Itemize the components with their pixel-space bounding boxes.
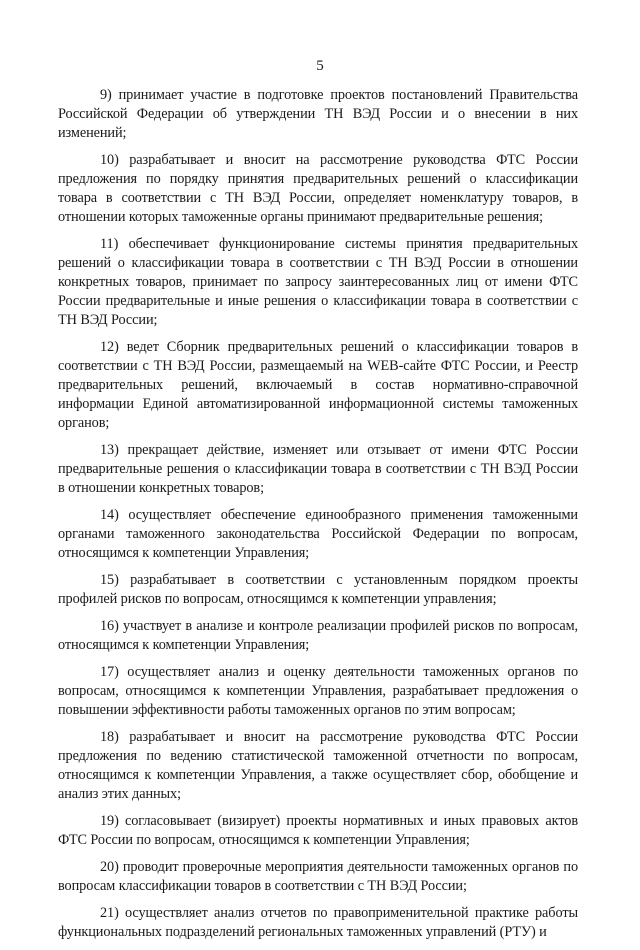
page-number: 5 (316, 58, 324, 74)
document-body (58, 86, 578, 950)
paragraph-item-10: 10) разрабатывает и вносит на рассмотрение руководства ФТС России предложения по порядку принятия предварительных решений о классификации товара в соответствии с ТН ВЭД России, определяет номенклатуру товаров, в отношении которых таможенные органы принимают предварительные решения; (58, 152, 578, 225)
paragraph-item-14: 14) осуществляет обеспечение единообразного применения таможенными органами таможенного законодательства Российской Федерации по вопросам, относящимся к компетенции Управления; (58, 507, 578, 561)
paragraph-item-21: 21) осуществляет анализ отчетов по правоприменительной практике работы функциональных подразделений региональных таможенных управлений (РТУ) и (58, 905, 578, 940)
paragraph-item-15: 15) разрабатывает в соответствии с установленным порядком проекты профилей рисков по вопросам, относящимся к компетенции управления; (58, 572, 578, 607)
paragraph-item-18: 18) разрабатывает и вносит на рассмотрение руководства ФТС России предложения по ведению статистической таможенной отчетности по вопросам, относящимся к компетенции Управления, а также осуществляет сбор, обобщение и анализ этих данных; (58, 729, 578, 802)
paragraph-item-20: 20) проводит проверочные мероприятия деятельности таможенных органов по вопросам классификации товаров в соответствии с ТН ВЭД России; (58, 859, 578, 894)
paragraph-item-19: 19) согласовывает (визирует) проекты нормативных и иных правовых актов ФТС России по вопросам, относящимся к компетенции Управления; (58, 813, 578, 848)
paragraph-item-11: 11) обеспечивает функционирование системы принятия предварительных решений о классификации товара в соответствии с ТН ВЭД России в отношении конкретных товаров, принимает по запросу заинтересованных лиц от имени ФТС России предварительные и иные решения о классификации товара в соответствии с ТН ВЭД России; (58, 236, 578, 328)
paragraph-item-9: 9) принимает участие в подготовке проектов постановлений Правительства Российской Федерации об утверждении ТН ВЭД России и о внесении в них изменений; (58, 87, 578, 141)
paragraph-item-17: 17) осуществляет анализ и оценку деятельности таможенных органов по вопросам, относящимся к компетенции Управления, разрабатывает предложения о повышении эффективности работы таможенных органов по этим вопросам; (58, 664, 578, 718)
paragraph-item-13: 13) прекращает действие, изменяет или отзывает от имени ФТС России предварительные решения о классификации товара в соответствии с ТН ВЭД России в отношении конкретных товаров; (58, 442, 578, 496)
paragraph-item-12: 12) ведет Сборник предварительных решений о классификации товаров в соответствии с ТН ВЭД России, размещаемый на WEB-сайте ФТС России, и Реестр предварительных решений, включаемый в состав нормативно-справочной информации Единой автоматизированной информационной системы таможенных органов; (58, 339, 578, 431)
paragraph-item-16: 16) участвует в анализе и контроле реализации профилей рисков по вопросам, относящимся к компетенции Управления; (58, 618, 578, 653)
